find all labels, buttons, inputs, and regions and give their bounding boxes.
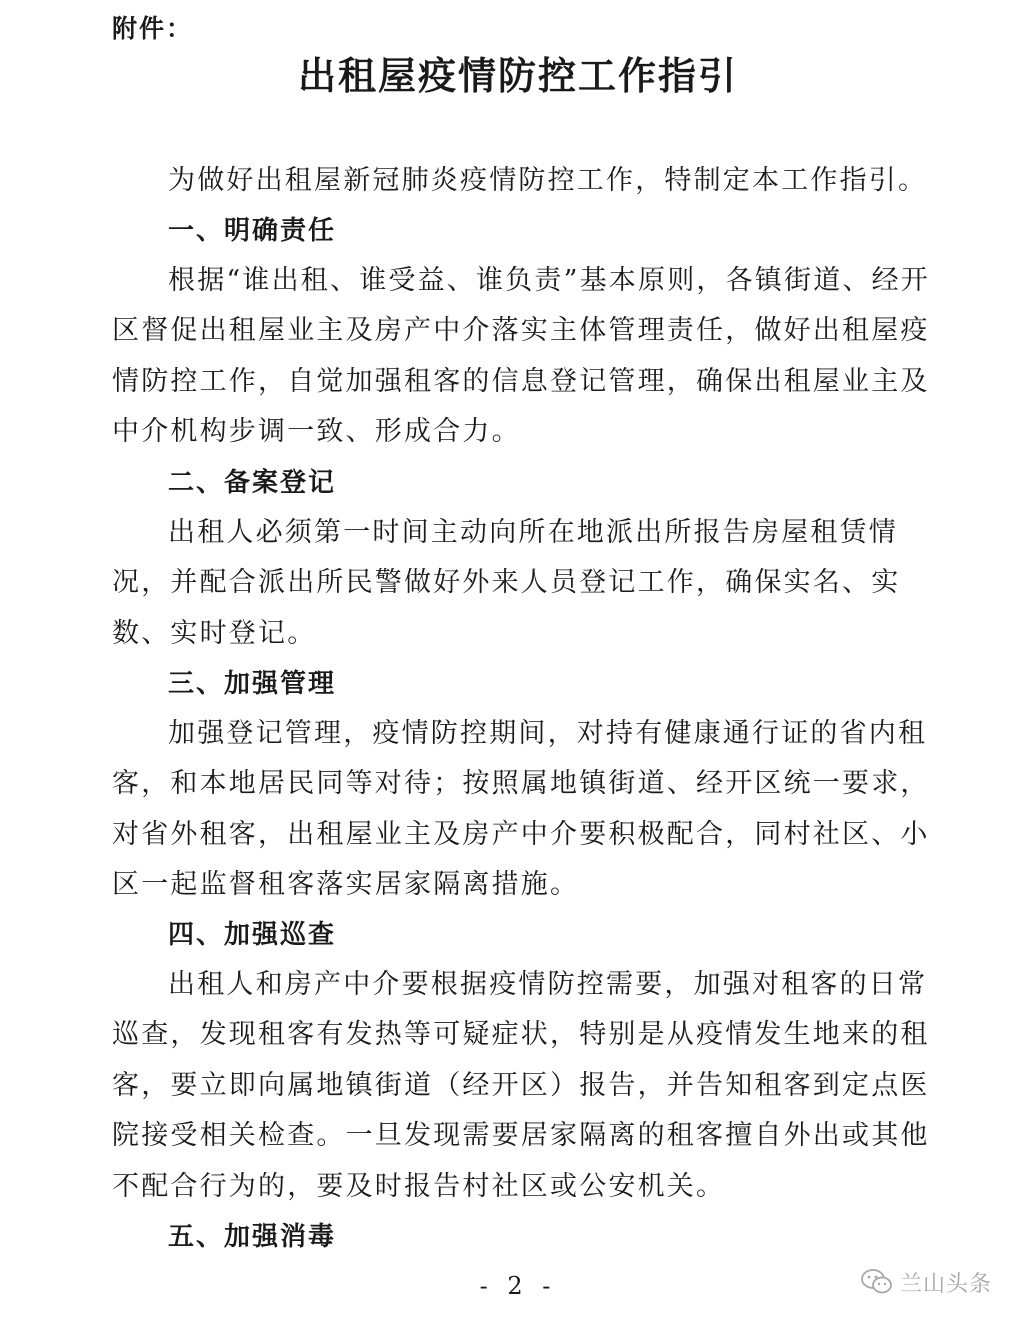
section-body-2: 出租人必须第一时间主动向所在地派出所报告房屋租赁情况，并配合派出所民警做好外来人员登记工作，确保实名、实数、实时登记。 [112,517,901,649]
section-body-3: 加强登记管理，疫情防控期间，对持有健康通行证的省内租客，和本地居民同等对待；按照属地镇街道、经开区统一要求，对省外租客，出租屋业主及房产中介要积极配合，同村社区、小区一起监督租客落实居家隔离措施。 [112,718,930,901]
page-number: - 2 - [479,1272,557,1300]
section-heading-5: 五、加强消毒 [168,1222,337,1252]
section-body-4: 出租人和房产中介要根据疫情防控需要，加强对租客的日常巡查，发现租客有发热等可疑症状，特别是从疫情发生地来的租客，要立即向属地镇街道（经开区）报告，并告知租客到定点医院接受相关检查。一旦发现需要居家隔离的租客擅自外出或其他不配合行为的，要及时报告村社区或公安机关。 [112,969,930,1202]
watermark [860,1262,992,1302]
intro-paragraph: 为做好出租屋新冠肺炎疫情防控工作，特制定本工作指引。 [168,165,928,196]
section-heading-3: 三、加强管理 [168,669,337,699]
document-title: 出租屋疫情防控工作指引 [297,53,738,98]
section-heading-1: 一、明确责任 [168,216,337,246]
attachment-label: 附件： [112,14,194,43]
section-heading-4: 四、加强巡查 [168,920,337,950]
watermark-text: 兰山头条 [900,1271,993,1297]
wechat-icon [860,1268,894,1296]
section-body-1: 根据“谁出租、谁受益、谁负责”基本原则，各镇街道、经开区督促出租屋业主及房产中介落实主体管理责任，做好出租屋疫情防控工作，自觉加强租客的信息登记管理，确保出租屋业主及中介机构步调一致、形成合力。 [112,265,931,448]
section-heading-2: 二、备案登记 [168,468,337,498]
